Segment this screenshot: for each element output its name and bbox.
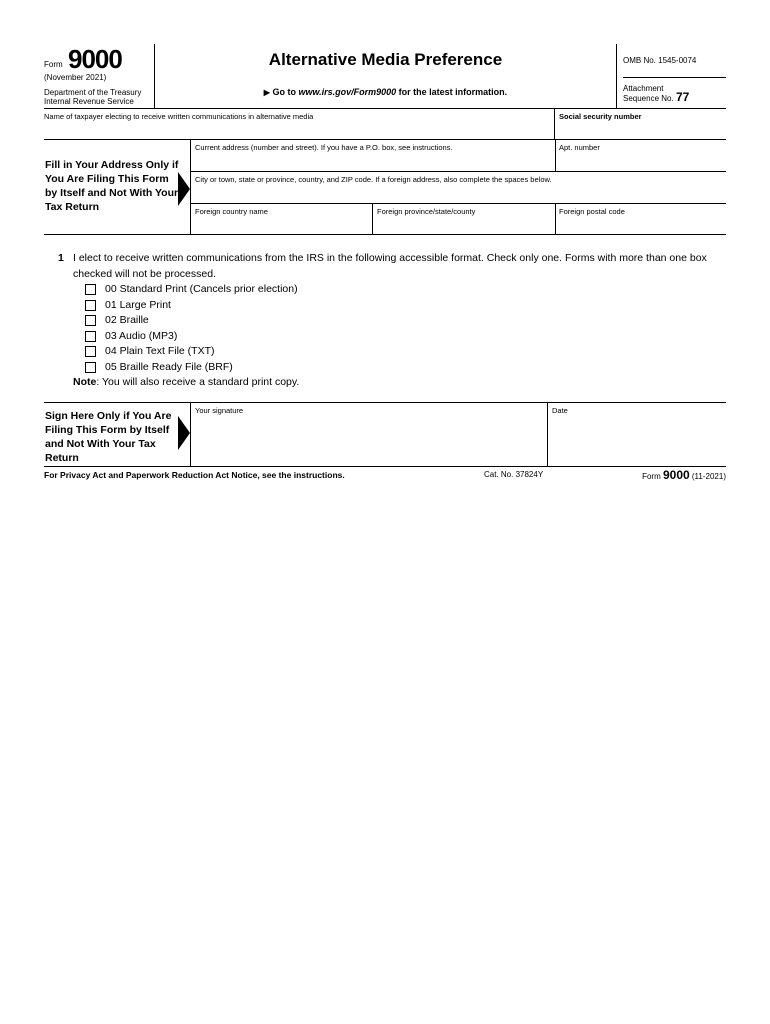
street-address-field[interactable]: Current address (number and street). If you have a P.O. box, see instructions. [195, 143, 453, 152]
address-instructions: Fill in Your Address Only if You Are Filing This Form by Itself and Not With Your Tax Return [45, 159, 179, 213]
line-1-section [58, 251, 728, 391]
form-number: 9000 [68, 44, 122, 74]
checkbox[interactable] [85, 300, 96, 311]
option-label: 04 Plain Text File (TXT) [105, 345, 215, 357]
signature-field[interactable] [190, 403, 548, 466]
form-footer [44, 468, 726, 482]
form-id-box [44, 44, 155, 108]
sequence-number: 77 [675, 90, 690, 104]
foreign-country-field[interactable]: Foreign country name [195, 207, 268, 216]
foreign-postal-field[interactable]: Foreign postal code [559, 207, 625, 216]
option-label: 01 Large Print [105, 298, 171, 311]
divider [554, 109, 555, 139]
city-state-zip-field[interactable]: City or town, state or province, country, and ZIP code. If a foreign address, also complete the spaces below. [195, 175, 552, 184]
option-label: 03 Audio (MP3) [105, 329, 178, 342]
footer-form-id [642, 468, 726, 482]
title-box [154, 44, 617, 108]
option-braille-ready[interactable] [85, 360, 728, 376]
note-text: : You will also receive a standard print copy. [96, 376, 300, 388]
goto-suffix: for the latest information. [396, 87, 508, 97]
date-label: Date [552, 406, 568, 415]
checkbox[interactable] [85, 346, 96, 357]
omb-number: OMB No. 1545-0074 [623, 56, 726, 78]
divider [555, 140, 556, 171]
right-arrow-icon [178, 416, 190, 450]
note [73, 375, 728, 391]
sequence-label: Sequence No. [623, 94, 674, 103]
divider [555, 204, 556, 235]
agency-name: Internal Revenue Service [44, 97, 134, 106]
line-number: 1 [58, 252, 64, 264]
right-arrow-icon [178, 172, 190, 206]
date-field[interactable] [547, 403, 726, 466]
divider [372, 204, 373, 235]
line-1-text: I elect to receive written communications from the IRS in the following accessible format. Check only one. Forms with more than one box checked will not be processed. [73, 252, 707, 280]
department-name: Department of the Treasury [44, 88, 142, 97]
omb-box [616, 44, 726, 108]
format-options [85, 282, 728, 375]
taxpayer-name-row [44, 109, 726, 140]
right-triangle-icon: ▶ [263, 88, 270, 97]
address-side-label [44, 140, 190, 234]
footer-form-number: 9000 [662, 468, 690, 482]
goto-instruction [154, 87, 617, 97]
sign-instructions: Sign Here Only if You Are Filing This Form by Itself and Not With Your Tax Return [45, 410, 172, 464]
apt-number-field[interactable]: Apt. number [559, 143, 600, 152]
option-label: 02 Braille [105, 314, 149, 326]
form-header [44, 44, 726, 109]
option-audio[interactable] [85, 329, 728, 345]
checkbox[interactable] [85, 284, 96, 295]
department [44, 88, 154, 106]
privacy-notice: For Privacy Act and Paperwork Reduction Act Notice, see the instructions. [44, 470, 345, 480]
signature-label: Your signature [195, 406, 244, 415]
ssn-field[interactable]: Social security number [559, 112, 642, 121]
street-row [191, 140, 726, 172]
irs-form-9000 [44, 44, 726, 482]
checkbox[interactable] [85, 315, 96, 326]
option-standard-print[interactable] [85, 282, 728, 298]
address-fields [190, 140, 726, 234]
attachment-label: Attachment [623, 84, 664, 93]
attachment-sequence [623, 84, 689, 103]
catalog-number: Cat. No. 37824Y [484, 470, 544, 479]
checkbox[interactable] [85, 331, 96, 342]
address-block [44, 140, 726, 235]
taxpayer-name-field[interactable]: Name of taxpayer electing to receive written communications in alternative media [44, 112, 314, 121]
foreign-row [191, 204, 726, 235]
option-label: 00 Standard Print (Cancels prior election) [105, 283, 298, 295]
option-plain-text[interactable] [85, 344, 728, 360]
note-label: Note [73, 376, 97, 388]
footer-form-revision: (11-2021) [689, 472, 726, 481]
footer-form-word: Form [642, 472, 663, 481]
option-large-print[interactable] [85, 298, 728, 314]
sign-side-label [44, 403, 190, 466]
foreign-province-field[interactable]: Foreign province/state/county [377, 207, 476, 216]
signature-block [44, 402, 726, 467]
form-word: Form [44, 60, 63, 69]
option-braille[interactable] [85, 313, 728, 329]
form-revision: (November 2021) [44, 73, 107, 82]
form-title: Alternative Media Preference [268, 50, 503, 69]
goto-url-link[interactable]: www.irs.gov/Form9000 [298, 87, 397, 97]
option-label: 05 Braille Ready File (BRF) [105, 360, 233, 373]
checkbox[interactable] [85, 362, 96, 373]
goto-prefix: Go to [272, 87, 299, 97]
city-row [191, 172, 726, 204]
